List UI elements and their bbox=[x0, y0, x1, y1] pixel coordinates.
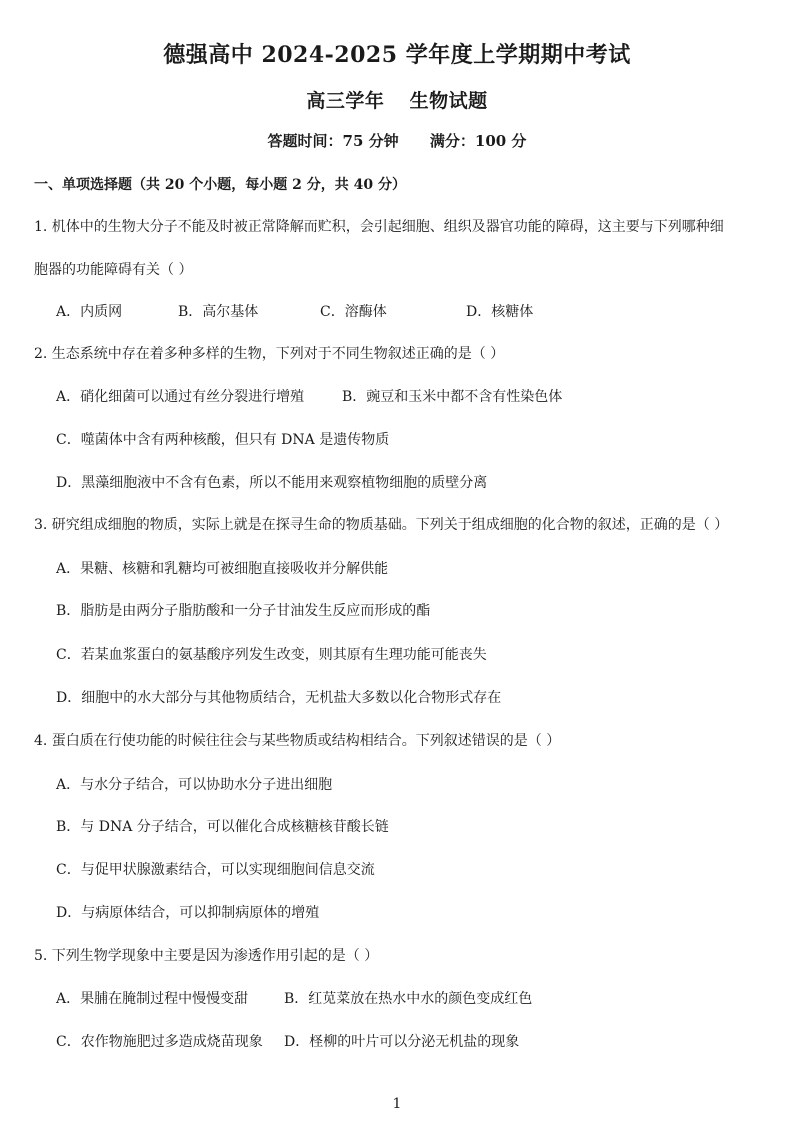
question-2-option-b: B．豌豆和玉米中都不含有性染色体 bbox=[342, 389, 563, 405]
question-4-option-b: B．与 DNA 分子结合，可以催化合成核糖核苷酸长链 bbox=[56, 819, 389, 835]
question-5-stem: 5. 下列生物学现象中主要是因为渗透作用引起的是（ ） bbox=[34, 948, 379, 964]
question-4-option-a: A．与水分子结合，可以协助水分子进出细胞 bbox=[56, 777, 333, 793]
exam-title: 德强高中 2024-2025 学年度上学期期中考试 bbox=[163, 42, 631, 68]
question-1-stem-line1: 1. 机体中的生物大分子不能及时被正常降解而贮积，会引起细胞、组织及器官功能的障碍，这主要与下列哪种细 bbox=[34, 219, 724, 235]
page-number: 1 bbox=[392, 1096, 402, 1112]
exam-score: 满分：100 分 bbox=[429, 132, 527, 150]
exam-subtitle bbox=[0, 86, 794, 113]
question-5-option-c: C．农作物施肥过多造成烧苗现象 bbox=[56, 1034, 263, 1050]
grade-label: 高三学年 bbox=[306, 90, 385, 112]
question-2-stem: 2. 生态系统中存在着多种多样的生物，下列对于不同生物叙述正确的是（ ） bbox=[34, 346, 505, 362]
question-3-option-c: C．若某血浆蛋白的氨基酸序列发生改变，则其原有生理功能可能丧失 bbox=[56, 647, 487, 663]
exam-info bbox=[0, 130, 794, 151]
question-4-stem: 4. 蛋白质在行使功能的时候往往会与某些物质或结构相结合。下列叙述错误的是（ ） bbox=[34, 733, 561, 749]
question-2-option-d: D．黑藻细胞液中不含有色素，所以不能用来观察植物细胞的质壁分离 bbox=[56, 475, 488, 491]
question-1-stem-line2: 胞器的功能障碍有关（ ） bbox=[34, 262, 193, 278]
subject-label: 生物试题 bbox=[409, 90, 488, 112]
question-3-option-b: B．脂肪是由两分子脂肪酸和一分子甘油发生反应而形成的酯 bbox=[56, 603, 431, 619]
question-2-option-a: A．硝化细菌可以通过有丝分裂进行增殖 bbox=[56, 389, 305, 405]
question-4-option-d: D．与病原体结合，可以抑制病原体的增殖 bbox=[56, 905, 320, 921]
question-5-option-d: D．柽柳的叶片可以分泌无机盐的现象 bbox=[284, 1034, 520, 1050]
question-1-option-c: C．溶酶体 bbox=[320, 304, 387, 320]
question-5-option-b: B．红苋菜放在热水中水的颜色变成红色 bbox=[284, 991, 533, 1007]
section-heading: 一、单项选择题（共 20 个小题，每小题 2 分，共 40 分） bbox=[34, 177, 406, 193]
question-3-option-a: A．果糖、核糖和乳糖均可被细胞直接吸收并分解供能 bbox=[56, 561, 389, 577]
question-2-option-c: C．噬菌体中含有两种核酸，但只有 DNA 是遗传物质 bbox=[56, 432, 390, 448]
question-1-option-a: A．内质网 bbox=[56, 304, 123, 320]
question-3-stem: 3. 研究组成细胞的物质，实际上就是在探寻生命的物质基础。下列关于组成细胞的化合物的叙述，正确的是（ ） bbox=[34, 517, 729, 533]
question-4-option-c: C．与促甲状腺激素结合，可以实现细胞间信息交流 bbox=[56, 862, 375, 878]
question-5-option-a: A．果脯在腌制过程中慢慢变甜 bbox=[56, 991, 249, 1007]
question-3-option-d: D．细胞中的水大部分与其他物质结合，无机盐大多数以化合物形式存在 bbox=[56, 690, 502, 706]
question-1-option-b: B．高尔基体 bbox=[178, 304, 259, 320]
question-1-option-d: D．核糖体 bbox=[466, 304, 534, 320]
exam-time: 答题时间：75 分钟 bbox=[267, 132, 399, 150]
